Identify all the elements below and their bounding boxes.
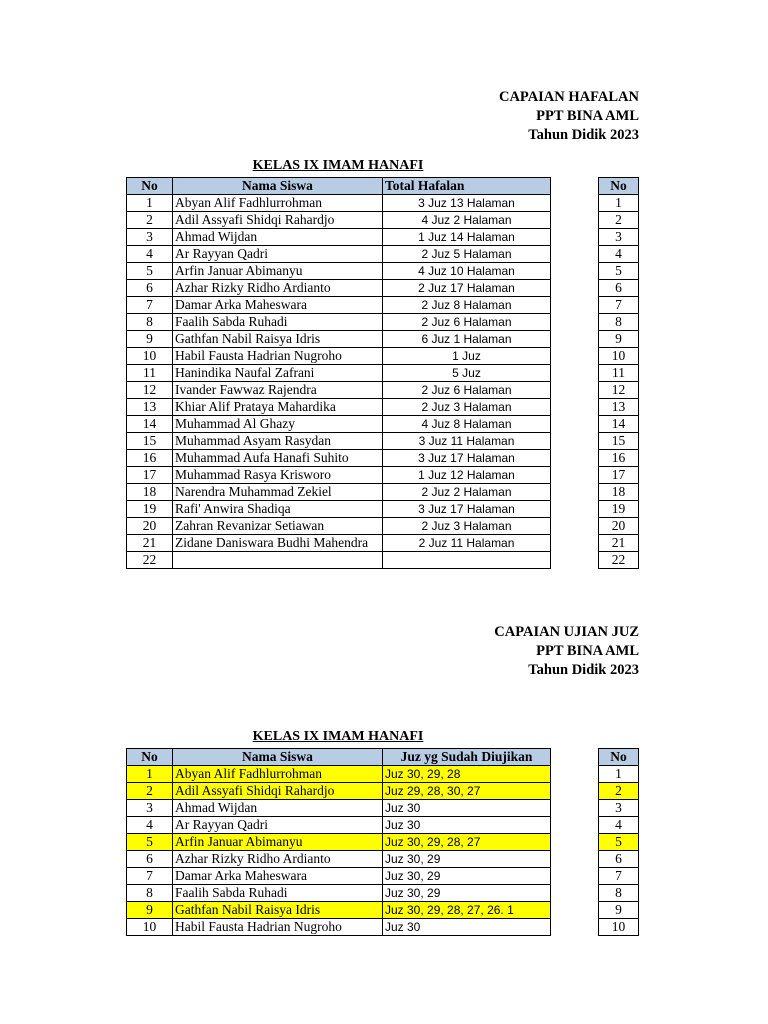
juz-tested: Juz 30 — [383, 817, 551, 834]
student-name — [173, 552, 383, 569]
juz-tested: Juz 30 — [383, 800, 551, 817]
class-title: KELAS IX IMAM HANAFI — [252, 729, 424, 744]
row-number: 14 — [127, 416, 173, 433]
row-number: 13 — [127, 399, 173, 416]
total-hafalan: 2 Juz 6 Halaman — [383, 314, 551, 331]
row-number: 17 — [127, 467, 173, 484]
hafalan-table — [126, 177, 551, 569]
table-row — [127, 484, 551, 501]
column-header-total: Total Hafalan — [383, 178, 551, 195]
table-row — [599, 851, 639, 868]
student-name: Habil Fausta Hadrian Nugroho — [173, 348, 383, 365]
table-row — [127, 314, 551, 331]
student-name: Arfin Januar Abimanyu — [173, 834, 383, 851]
total-hafalan: 2 Juz 3 Halaman — [383, 518, 551, 535]
table-row — [599, 382, 639, 399]
table-row — [599, 535, 639, 552]
row-number: 12 — [599, 382, 639, 399]
table-row — [127, 416, 551, 433]
report-title-hafalan: CAPAIAN HAFALAN — [498, 89, 639, 105]
table-row — [599, 416, 639, 433]
total-hafalan — [383, 552, 551, 569]
row-number: 4 — [127, 817, 173, 834]
table-row — [127, 535, 551, 552]
column-header-no: No — [127, 178, 173, 195]
student-name: Faalih Sabda Ruhadi — [173, 314, 383, 331]
row-number: 10 — [599, 348, 639, 365]
row-number: 18 — [127, 484, 173, 501]
row-number: 7 — [127, 297, 173, 314]
student-name: Adil Assyafi Shidqi Rahardjo — [173, 783, 383, 800]
row-number: 8 — [599, 885, 639, 902]
table-row — [127, 433, 551, 450]
student-name: Faalih Sabda Ruhadi — [173, 885, 383, 902]
row-number: 15 — [127, 433, 173, 450]
student-name: Zahran Revanizar Setiawan — [173, 518, 383, 535]
row-number: 8 — [127, 314, 173, 331]
student-name: Gathfan Nabil Raisya Idris — [173, 902, 383, 919]
student-name: Ar Rayyan Qadri — [173, 246, 383, 263]
total-hafalan: 4 Juz 2 Halaman — [383, 212, 551, 229]
table-row — [127, 348, 551, 365]
table-row — [127, 229, 551, 246]
table-row — [127, 902, 551, 919]
total-hafalan: 2 Juz 2 Halaman — [383, 484, 551, 501]
row-number: 18 — [599, 484, 639, 501]
total-hafalan: 6 Juz 1 Halaman — [383, 331, 551, 348]
table-row — [599, 902, 639, 919]
row-number: 15 — [599, 433, 639, 450]
row-number: 20 — [127, 518, 173, 535]
row-number: 10 — [127, 919, 173, 936]
student-name: Adil Assyafi Shidqi Rahardjo — [173, 212, 383, 229]
table-row — [599, 229, 639, 246]
student-name: Rafi' Anwira Shadiqa — [173, 501, 383, 518]
row-number: 6 — [127, 280, 173, 297]
juz-tested: Juz 30, 29 — [383, 868, 551, 885]
row-number: 4 — [127, 246, 173, 263]
table-row — [127, 263, 551, 280]
report-title-ujian: CAPAIAN UJIAN JUZ — [494, 624, 639, 640]
class-title: KELAS IX IMAM HANAFI — [252, 158, 424, 173]
total-hafalan: 3 Juz 11 Halaman — [383, 433, 551, 450]
column-header-no: No — [127, 749, 173, 766]
table-row — [127, 212, 551, 229]
school-year: Tahun Didik 2023 — [528, 662, 639, 678]
row-number: 2 — [127, 783, 173, 800]
student-name: Muhammad Rasya Krisworo — [173, 467, 383, 484]
school-year: Tahun Didik 2023 — [528, 127, 639, 143]
table-row — [127, 399, 551, 416]
total-hafalan: 3 Juz 17 Halaman — [383, 501, 551, 518]
column-header-name: Nama Siswa — [173, 749, 383, 766]
table-row — [599, 263, 639, 280]
table-row — [127, 382, 551, 399]
table-row — [599, 868, 639, 885]
student-name: Ar Rayyan Qadri — [173, 817, 383, 834]
row-number: 5 — [599, 834, 639, 851]
row-number: 6 — [599, 851, 639, 868]
table-row — [599, 433, 639, 450]
table-row — [127, 766, 551, 783]
row-number: 22 — [127, 552, 173, 569]
row-number: 3 — [127, 800, 173, 817]
row-number: 8 — [127, 885, 173, 902]
total-hafalan: 2 Juz 17 Halaman — [383, 280, 551, 297]
student-name: Arfin Januar Abimanyu — [173, 263, 383, 280]
student-name: Abyan Alif Fadhlurrohman — [173, 195, 383, 212]
table-row — [599, 766, 639, 783]
row-number: 2 — [599, 212, 639, 229]
row-number: 1 — [599, 195, 639, 212]
table-row — [127, 365, 551, 382]
total-hafalan: 4 Juz 10 Halaman — [383, 263, 551, 280]
table-row — [127, 246, 551, 263]
student-name: Habil Fausta Hadrian Nugroho — [173, 919, 383, 936]
table-row — [599, 246, 639, 263]
row-number: 5 — [127, 834, 173, 851]
row-number: 8 — [599, 314, 639, 331]
table-row — [599, 314, 639, 331]
total-hafalan: 2 Juz 11 Halaman — [383, 535, 551, 552]
table-row — [599, 885, 639, 902]
student-name: Ivander Fawwaz Rajendra — [173, 382, 383, 399]
table-row — [127, 800, 551, 817]
table-row — [599, 484, 639, 501]
row-number: 5 — [127, 263, 173, 280]
table-row — [127, 331, 551, 348]
table-row — [599, 501, 639, 518]
table-row — [127, 919, 551, 936]
student-name: Narendra Muhammad Zekiel — [173, 484, 383, 501]
row-number: 12 — [127, 382, 173, 399]
table-row — [599, 518, 639, 535]
table-header-row — [127, 749, 551, 766]
column-header-no: No — [599, 178, 639, 195]
row-number: 19 — [127, 501, 173, 518]
juz-tested: Juz 29, 28, 30, 27 — [383, 783, 551, 800]
row-number: 14 — [599, 416, 639, 433]
juz-tested: Juz 30, 29, 28, 27 — [383, 834, 551, 851]
total-hafalan: 1 Juz — [383, 348, 551, 365]
student-name: Zidane Daniswara Budhi Mahendra — [173, 535, 383, 552]
row-number: 1 — [127, 766, 173, 783]
table-row — [599, 348, 639, 365]
table-row — [127, 501, 551, 518]
student-name: Muhammad Aufa Hanafi Suhito — [173, 450, 383, 467]
column-header-no: No — [599, 749, 639, 766]
row-number: 3 — [599, 800, 639, 817]
row-number: 4 — [599, 246, 639, 263]
table-row — [599, 195, 639, 212]
table-row — [127, 280, 551, 297]
table-row — [599, 552, 639, 569]
juz-tested: Juz 30, 29, 28 — [383, 766, 551, 783]
row-number: 22 — [599, 552, 639, 569]
total-hafalan: 3 Juz 13 Halaman — [383, 195, 551, 212]
student-name: Muhammad Al Ghazy — [173, 416, 383, 433]
student-name: Azhar Rizky Ridho Ardianto — [173, 280, 383, 297]
juz-tested: Juz 30, 29 — [383, 885, 551, 902]
row-number: 6 — [127, 851, 173, 868]
juz-tested: Juz 30, 29 — [383, 851, 551, 868]
side-number-table — [598, 748, 639, 936]
row-number: 10 — [599, 919, 639, 936]
column-header-juz: Juz yg Sudah Diujikan — [383, 749, 551, 766]
row-number: 21 — [599, 535, 639, 552]
side-number-table — [598, 177, 639, 569]
total-hafalan: 2 Juz 8 Halaman — [383, 297, 551, 314]
row-number: 11 — [127, 365, 173, 382]
row-number: 20 — [599, 518, 639, 535]
table-row — [599, 331, 639, 348]
table-row — [127, 195, 551, 212]
row-number: 2 — [127, 212, 173, 229]
table-row — [127, 552, 551, 569]
row-number: 7 — [599, 297, 639, 314]
ujian-table — [126, 748, 551, 936]
total-hafalan: 2 Juz 5 Halaman — [383, 246, 551, 263]
student-name: Gathfan Nabil Raisya Idris — [173, 331, 383, 348]
row-number: 10 — [127, 348, 173, 365]
total-hafalan: 4 Juz 8 Halaman — [383, 416, 551, 433]
row-number: 17 — [599, 467, 639, 484]
total-hafalan: 1 Juz 14 Halaman — [383, 229, 551, 246]
total-hafalan: 2 Juz 6 Halaman — [383, 382, 551, 399]
row-number: 19 — [599, 501, 639, 518]
row-number: 7 — [127, 868, 173, 885]
school-name: PPT BINA AML — [536, 108, 639, 124]
row-number: 3 — [127, 229, 173, 246]
row-number: 3 — [599, 229, 639, 246]
total-hafalan: 3 Juz 17 Halaman — [383, 450, 551, 467]
row-number: 2 — [599, 783, 639, 800]
table-row — [127, 467, 551, 484]
total-hafalan: 2 Juz 3 Halaman — [383, 399, 551, 416]
table-row — [127, 450, 551, 467]
table-row — [599, 467, 639, 484]
table-header-row — [127, 178, 551, 195]
student-name: Ahmad Wijdan — [173, 800, 383, 817]
row-number: 16 — [599, 450, 639, 467]
table-row — [599, 450, 639, 467]
row-number: 5 — [599, 263, 639, 280]
school-name: PPT BINA AML — [536, 643, 639, 659]
table-row — [599, 783, 639, 800]
table-row — [599, 280, 639, 297]
row-number: 4 — [599, 817, 639, 834]
student-name: Muhammad Asyam Rasydan — [173, 433, 383, 450]
row-number: 9 — [127, 902, 173, 919]
row-number: 9 — [127, 331, 173, 348]
table-header-row — [599, 178, 639, 195]
table-row — [127, 834, 551, 851]
juz-tested: Juz 30 — [383, 919, 551, 936]
row-number: 7 — [599, 868, 639, 885]
table-row — [599, 365, 639, 382]
table-row — [127, 885, 551, 902]
table-row — [599, 919, 639, 936]
row-number: 11 — [599, 365, 639, 382]
table-row — [599, 399, 639, 416]
row-number: 6 — [599, 280, 639, 297]
table-row — [599, 817, 639, 834]
student-name: Damar Arka Maheswara — [173, 868, 383, 885]
student-name: Damar Arka Maheswara — [173, 297, 383, 314]
total-hafalan: 5 Juz — [383, 365, 551, 382]
table-row — [599, 834, 639, 851]
table-row — [127, 868, 551, 885]
student-name: Abyan Alif Fadhlurrohman — [173, 766, 383, 783]
table-row — [127, 851, 551, 868]
juz-tested: Juz 30, 29, 28, 27, 26. 1 — [383, 902, 551, 919]
total-hafalan: 1 Juz 12 Halaman — [383, 467, 551, 484]
table-header-row — [599, 749, 639, 766]
row-number: 13 — [599, 399, 639, 416]
table-row — [599, 297, 639, 314]
row-number: 1 — [127, 195, 173, 212]
table-row — [127, 297, 551, 314]
row-number: 9 — [599, 902, 639, 919]
row-number: 16 — [127, 450, 173, 467]
row-number: 1 — [599, 766, 639, 783]
table-row — [127, 817, 551, 834]
table-row — [599, 212, 639, 229]
table-row — [127, 783, 551, 800]
table-row — [599, 800, 639, 817]
row-number: 21 — [127, 535, 173, 552]
student-name: Azhar Rizky Ridho Ardianto — [173, 851, 383, 868]
row-number: 9 — [599, 331, 639, 348]
student-name: Khiar Alif Prataya Mahardika — [173, 399, 383, 416]
student-name: Hanindika Naufal Zafrani — [173, 365, 383, 382]
table-row — [127, 518, 551, 535]
student-name: Ahmad Wijdan — [173, 229, 383, 246]
column-header-name: Nama Siswa — [173, 178, 383, 195]
